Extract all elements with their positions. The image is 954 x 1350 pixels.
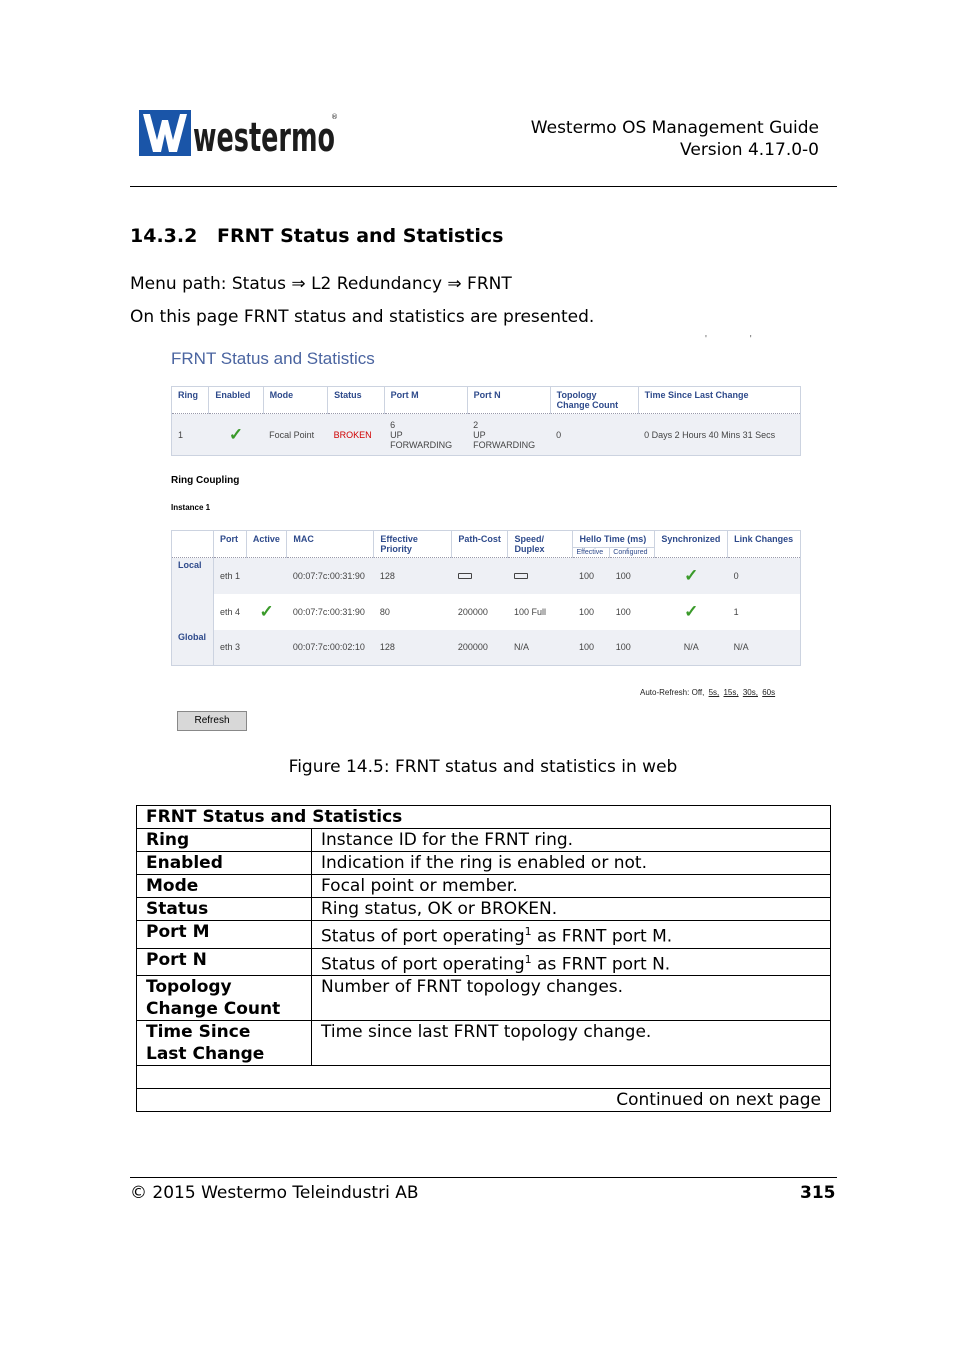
priority-cell: 80	[379, 606, 390, 617]
refresh-button[interactable]: Refresh	[177, 711, 247, 731]
instance-label: Instance 1	[171, 503, 211, 512]
port-n-id: 2	[473, 419, 479, 430]
key-cell: Enabled	[137, 852, 312, 875]
col-topology: Topology Change Count	[550, 387, 638, 414]
col-port-n: Port N	[467, 387, 550, 414]
key-cell: Port M	[137, 921, 312, 949]
col-port: Port	[214, 531, 247, 558]
key-cell: Ring	[137, 829, 312, 852]
key-cell	[137, 1021, 312, 1066]
port-m-cell	[384, 414, 467, 456]
hello-eff-cell: 100	[578, 570, 594, 581]
ring-coupling-label: Ring Coupling	[171, 475, 240, 486]
sync-cell: N/A	[683, 642, 699, 653]
table-row	[172, 414, 801, 456]
table-row	[137, 1021, 831, 1066]
priority-cell: 128	[379, 570, 395, 581]
mac-cell: 00:07:7c:00:31:90	[292, 606, 365, 617]
col-link-changes: Link Changes	[728, 531, 801, 558]
table-row	[137, 852, 831, 875]
col-path-cost: Path-Cost	[452, 531, 508, 558]
table-row	[172, 594, 801, 630]
port-cell: eth 1	[220, 570, 241, 581]
web-screenshot	[130, 334, 820, 740]
check-icon: ✓	[259, 601, 274, 621]
auto-refresh-5s[interactable]: 5s,	[708, 688, 720, 697]
key-line: Topology	[146, 977, 232, 998]
guide-version: Version 4.17.0-0	[680, 140, 819, 160]
mac-cell: 00:07:7c:00:31:90	[292, 570, 365, 581]
auto-refresh-30s[interactable]: 30s,	[742, 688, 758, 697]
key-cell	[137, 976, 312, 1021]
section-title: FRNT Status and Statistics	[217, 225, 504, 247]
check-icon: ✓	[228, 424, 244, 444]
key-line: Change Count	[146, 999, 281, 1020]
value-cell: Ring status, OK or BROKEN.	[312, 898, 831, 921]
local-label: Local	[172, 558, 214, 630]
disabled-icon	[458, 573, 472, 579]
table-row	[137, 1066, 831, 1089]
port-cell: eth 4	[220, 606, 241, 617]
value-text: Status of port operating	[321, 926, 525, 947]
ring-coupling-table	[171, 530, 801, 666]
auto-refresh	[640, 688, 775, 697]
table-row	[137, 829, 831, 852]
copyright: © 2015 Westermo Teleindustri AB	[130, 1183, 419, 1203]
path-cost-cell: 200000	[457, 606, 488, 617]
col-time-since: Time Since Last Change	[638, 387, 800, 414]
guide-title: Westermo OS Management Guide	[530, 118, 819, 138]
footnote-mark: 1	[524, 925, 532, 938]
hello-cfg-cell: 100	[615, 642, 631, 653]
mode-cell: Focal Point	[269, 429, 315, 440]
port-m-state: UP	[390, 429, 403, 440]
sync-cell	[655, 558, 728, 594]
cropped-marks: ' '	[705, 334, 772, 345]
auto-refresh-label: Auto-Refresh:	[640, 688, 690, 697]
port-n-cell	[467, 414, 550, 456]
value-cell: Time since last FRNT topology change.	[312, 1021, 831, 1066]
value-cell: Focal point or member.	[312, 875, 831, 898]
spacer-cell	[137, 1066, 831, 1089]
key-cell: Port N	[137, 948, 312, 976]
link-changes-cell: 1	[733, 606, 739, 617]
port-m-id: 6	[390, 419, 396, 430]
ring-id: 1	[178, 429, 184, 440]
westermo-logo	[139, 110, 339, 158]
auto-refresh-off[interactable]: Off,	[691, 688, 705, 697]
active-cell	[246, 558, 286, 594]
col-hello: Hello Time (ms)	[573, 531, 655, 548]
table-row	[137, 948, 831, 976]
hello-cfg-cell: 100	[615, 606, 631, 617]
speed-cell: 100 Full	[513, 606, 546, 617]
col-priority: Effective Priority	[374, 531, 452, 558]
page-number: 315	[800, 1183, 836, 1203]
menu-path: Menu path: Status ⇒ L2 Redundancy ⇒ FRNT	[130, 274, 512, 294]
table-row	[172, 630, 801, 666]
svg-text:westermo: westermo	[193, 115, 335, 158]
col-speed: Speed/ Duplex	[508, 531, 573, 558]
link-changes-cell: N/A	[733, 642, 749, 653]
col-hello-configured: Configured	[610, 548, 655, 558]
col-hello-effective: Effective	[573, 548, 610, 558]
col-sync: Synchronized	[655, 531, 728, 558]
continued-note: Continued on next page	[137, 1089, 831, 1112]
time-since-cell: 0 Days 2 Hours 40 Mins 31 Secs	[644, 429, 776, 440]
key-line: Time Since	[146, 1022, 251, 1043]
key-cell: Status	[137, 898, 312, 921]
col-blank	[172, 531, 214, 558]
col-status: Status	[328, 387, 385, 414]
intro-text: On this page FRNT status and statistics are presented.	[130, 307, 595, 327]
check-icon: ✓	[684, 565, 699, 585]
priority-cell: 128	[379, 642, 395, 653]
active-cell	[246, 630, 286, 666]
header-rule	[130, 186, 837, 187]
footer-rule	[130, 1177, 837, 1178]
auto-refresh-15s[interactable]: 15s,	[723, 688, 739, 697]
hello-eff-cell: 100	[578, 642, 594, 653]
port-cell: eth 3	[220, 642, 241, 653]
key-cell: Mode	[137, 875, 312, 898]
table-row	[137, 806, 831, 829]
col-ring: Ring	[172, 387, 209, 414]
port-m-role: FORWARDING	[390, 439, 453, 450]
topology-cell: 0	[556, 429, 562, 440]
table-row	[137, 976, 831, 1021]
link-changes-cell: 0	[733, 570, 739, 581]
path-cost-cell: 200000	[457, 642, 488, 653]
footnote-mark: 1	[524, 952, 532, 966]
section-number: 14.3.2	[130, 225, 198, 247]
col-active: Active	[246, 531, 286, 558]
table-row	[137, 921, 831, 949]
col-port-m: Port M	[384, 387, 467, 414]
col-mode: Mode	[263, 387, 327, 414]
section-heading	[130, 225, 503, 247]
speed-cell: N/A	[513, 642, 529, 653]
document-header	[531, 117, 819, 161]
value-cell	[312, 948, 831, 976]
mac-cell: 00:07:7c:00:02:10	[292, 642, 365, 653]
ring-status-table	[171, 386, 801, 456]
port-n-role: FORWARDING	[473, 439, 536, 450]
active-cell	[246, 594, 286, 630]
col-mac: MAC	[287, 531, 374, 558]
value-text: as FRNT port M.	[531, 926, 673, 947]
svg-text:®: ®	[331, 113, 338, 121]
sync-cell	[655, 594, 728, 630]
path-cost-cell	[452, 558, 508, 594]
value-text: as FRNT port N.	[531, 954, 671, 975]
check-icon: ✓	[684, 601, 699, 621]
disabled-icon	[514, 573, 528, 579]
table-row	[172, 558, 801, 594]
global-label: Global	[172, 630, 214, 666]
speed-cell	[508, 558, 573, 594]
figure-caption: Figure 14.5: FRNT status and statistics in web	[288, 757, 678, 777]
value-cell: Number of FRNT topology changes.	[312, 976, 831, 1021]
screenshot-title: FRNT Status and Statistics	[171, 349, 375, 368]
auto-refresh-60s[interactable]: 60s	[762, 688, 776, 697]
enabled-cell	[209, 414, 263, 456]
table-row	[137, 898, 831, 921]
value-cell	[312, 921, 831, 949]
status-cell: BROKEN	[333, 429, 372, 440]
key-line: Last Change	[146, 1044, 265, 1065]
value-cell: Instance ID for the FRNT ring.	[312, 829, 831, 852]
table-title: FRNT Status and Statistics	[137, 806, 831, 829]
col-enabled: Enabled	[209, 387, 263, 414]
port-n-state: UP	[473, 429, 486, 440]
hello-eff-cell: 100	[578, 606, 594, 617]
table-row	[137, 1089, 831, 1112]
description-table	[136, 805, 831, 1112]
hello-cfg-cell: 100	[615, 570, 631, 581]
table-row	[137, 875, 831, 898]
value-cell: Indication if the ring is enabled or not.	[312, 852, 831, 875]
value-text: Status of port operating	[321, 954, 525, 975]
